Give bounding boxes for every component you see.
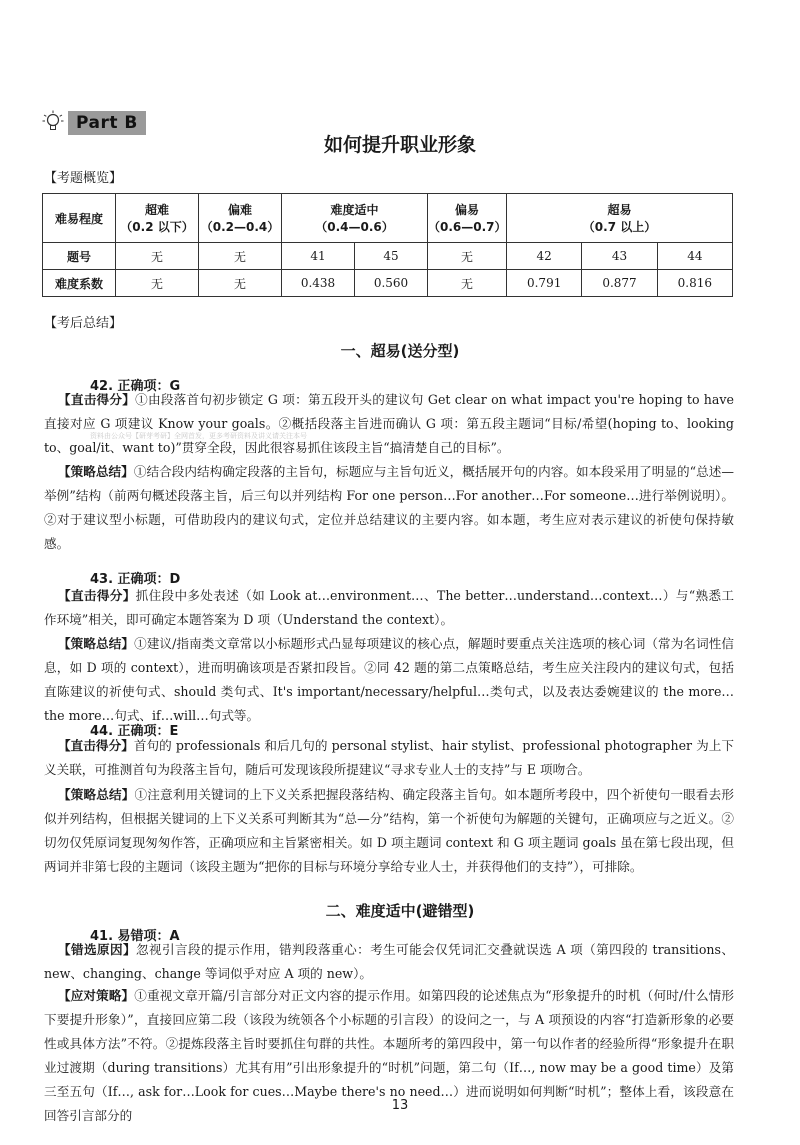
table-row [43, 270, 733, 297]
para-label: 【应对策略】 [58, 988, 135, 1003]
summary-label: 【考后总结】 [44, 316, 123, 331]
answer-42: 42. 正确项：G [90, 379, 181, 394]
part-label: Part B [68, 111, 146, 135]
page-number: 13 [391, 1098, 409, 1113]
para-label: 【直击得分】 [58, 392, 136, 407]
table-row-label: 难度系数 [43, 270, 116, 297]
section-heading-medium: 二、难度适中(避错型) [325, 902, 475, 920]
para-text: 首句的 professionals 和后几句的 personal stylist、hair stylist、professional photographer 为上下义关联，可推测首句为段落主旨句，随后可发现该段所提建议“寻求专业人士的支持”与 E 项吻合。 [44, 738, 735, 777]
table-cell: 无 [116, 243, 199, 270]
para-text: 抓住段中多处表述（如 Look at…environment…、The better…understand…context…）与“熟悉工作环境”相关，即可确定本题答案为 D 项（Understand the context）。 [44, 588, 734, 627]
paragraph-44-direct [44, 734, 734, 782]
para-label: 【策略总结】 [58, 636, 135, 651]
table-cell: 45 [355, 243, 428, 270]
para-label: 【直击得分】 [58, 738, 134, 753]
answer-44: 44. 正确项：E [90, 724, 179, 739]
paragraph-42-direct [44, 388, 734, 460]
table-row [43, 243, 733, 270]
table-cell: 0.816 [657, 270, 732, 297]
table-cell: 0.877 [582, 270, 657, 297]
table-header-row [43, 194, 733, 243]
table-cell: 无 [199, 243, 282, 270]
paragraph-42-strategy [44, 460, 734, 556]
table-header-cell: 偏难 （0.2—0.4） [199, 194, 282, 243]
para-text: 忽视引言段的提示作用，错判段落重心：考生可能会仅凭词汇交叠就误选 A 项（第四段的 transitions、new、changing、change 等词似乎对应 A 项的 new）。 [44, 942, 734, 981]
table-cell: 0.438 [282, 270, 355, 297]
table-cell: 无 [199, 270, 282, 297]
section-heading-easy: 一、超易(送分型) [340, 342, 460, 360]
paragraph-43-strategy [44, 632, 734, 728]
table-header-cell: 超难 （0.2 以下） [116, 194, 199, 243]
watermark: 资料由公众号【研芽考研】全网首发，更多考研资料及讲义请关注本号 [90, 432, 307, 440]
table-header-cell: 超易 （0.7 以上） [507, 194, 733, 243]
table-cell: 0.791 [507, 270, 582, 297]
answer-41: 41. 易错项：A [90, 929, 180, 944]
para-text: ①重视文章开篇/引言部分对正文内容的提示作用。如第四段的论述焦点为“形象提升的时机（何时/什么情形下要提升形象）”，直接回应第二段（该段为统领各个小标题的引言段）的设问之一，与 A 项预设的内容“打造新形象的必要性或具体方法”不符。②提炼段落主旨时要抓住句群的共性。本题所考的第四段中，第一句以作者的经验所得“形象提升在职业过渡期（during transitions）尤其有用”引出形象提升的“时机”问题，第二句（If…, now may be a good time）及第三至五句（If…, ask for…Look for cues…Maybe there's no need…）进而说明如何判断“时机”；整体上看，该段意在回答引言部分的 [44, 988, 734, 1123]
table-row-label: 题号 [43, 243, 116, 270]
para-label: 【错选原因】 [58, 942, 137, 957]
table-header-cell: 偏易 （0.6—0.7） [428, 194, 507, 243]
table-cell: 无 [428, 270, 507, 297]
paragraph-41-reason [44, 938, 734, 986]
overview-label: 【考题概览】 [44, 171, 123, 186]
para-text: ①结合段内结构确定段落的主旨句，标题应与主旨句近义，概括展开句的内容。如本段采用了明显的“总述—举例”结构（前两句概述段落主旨，后三句以并列结构 For one person…For another…For someone…进行举例说明）。②对于建议型小标题，可借助段内的建议句式，定位并总结建议的主要内容。如本题，考生应对表示建议的祈使句保持敏感。 [44, 464, 734, 551]
para-text: ①注意利用关键词的上下义关系把握段落结构、确定段落主旨句。如本题所考段中，四个祈使句一眼看去形似并列结构，但根据关键词的上下义关系可判断其为“总—分”结构，第一个祈使句为解题的关键句，正确项应与之近义。②切勿仅凭原词复现匆匆作答，正确项应和主旨紧密相关。如 D 项主题词 context 和 G 项主题词 goals 虽在第七段出现，但两词并非第七段的主题词（该段主题为“把你的目标与环境分享给专业人士，并获得他们的支持”），可排除。 [44, 787, 734, 874]
para-label: 【直击得分】 [58, 588, 136, 603]
page-title: 如何提升职业形象 [323, 134, 476, 156]
answer-43: 43. 正确项：D [90, 572, 181, 587]
table-cell: 无 [428, 243, 507, 270]
para-label: 【策略总结】 [58, 787, 135, 802]
table-header-cell: 难易程度 [43, 194, 116, 243]
table-cell: 无 [116, 270, 199, 297]
table-cell: 41 [282, 243, 355, 270]
paragraph-44-strategy [44, 783, 734, 879]
paragraph-43-direct [44, 584, 734, 632]
table-cell: 42 [507, 243, 582, 270]
para-label: 【策略总结】 [58, 464, 134, 479]
table-cell: 0.560 [355, 270, 428, 297]
table-cell: 44 [657, 243, 732, 270]
difficulty-table [42, 193, 733, 297]
para-text: ①由段落首句初步锁定 G 项：第五段开头的建议句 Get clear on what impact you're hoping to have 直接对应 G 项建议 Know your goals。②概括段落主旨进而确认 G 项：第五段主题词“目标/希望(hoping to、looking to、goal/it、want to)”贯穿全段，因此很容易抓住该段主旨“搞清楚自己的目标”。 [44, 392, 734, 455]
table-header-cell: 难度适中 （0.4—0.6） [282, 194, 428, 243]
table-cell: 43 [582, 243, 657, 270]
para-text: ①建议/指南类文章常以小标题形式凸显每项建议的核心点，解题时要重点关注选项的核心词（常为名词性信息，如 D 项的 context），进而明确该项是否紧扣段旨。②同 42 题的第二点策略总结，考生应关注段内的建议句式，包括直陈建议的祈使句式、should 类句式、It's important/necessary/helpful…类句式，以及表达委婉建议的 the more…the more…句式、if…will…句式等。 [44, 636, 735, 723]
